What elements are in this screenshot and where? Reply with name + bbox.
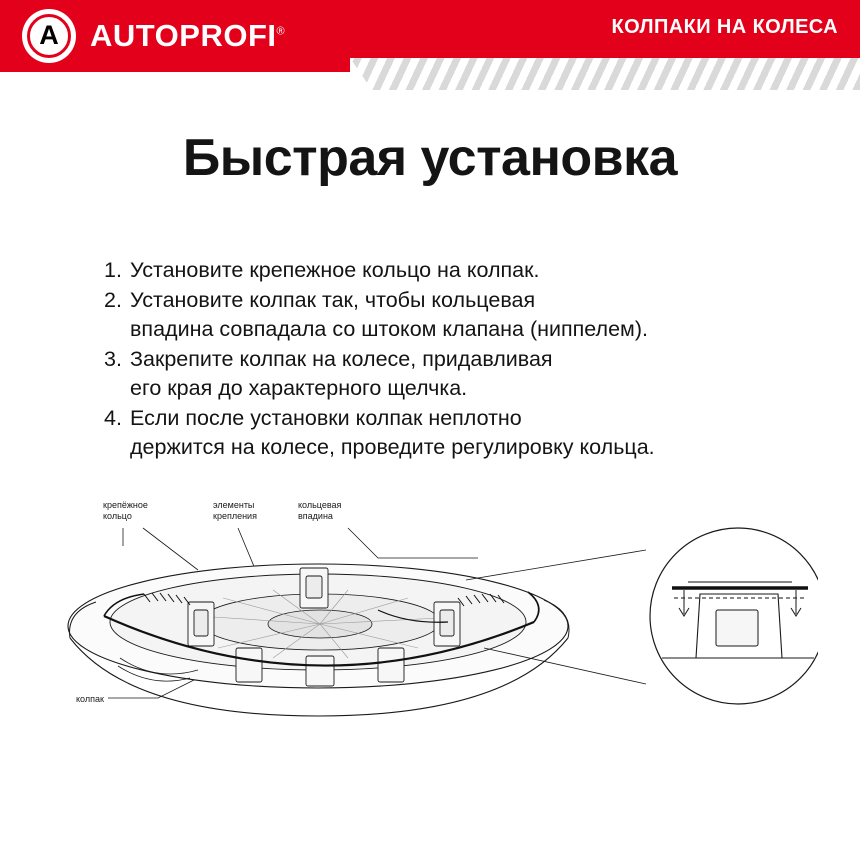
list-item (104, 404, 804, 462)
label-groove-line1: кольцевая (298, 500, 342, 510)
registered-mark: ® (276, 25, 286, 38)
step-text (130, 256, 804, 285)
step-line: впадина совпадала со штоком клапана (ниппелем). (130, 317, 648, 341)
step-line: его края до характерного щелчка. (130, 376, 468, 400)
page-header (0, 0, 860, 96)
autoprofi-logo-icon (22, 9, 76, 63)
list-item (104, 345, 804, 403)
label-ring-line1: крепёжное (103, 500, 148, 510)
instruction-list (104, 256, 804, 463)
label-ring-line2: кольцо (103, 511, 132, 521)
step-text (130, 345, 804, 403)
brand-logo (22, 8, 285, 64)
step-line: держится на колесе, проведите регулировку кольца. (130, 435, 655, 459)
step-line: Установите колпак так, чтобы кольцевая (130, 288, 536, 312)
label-clips-line2: крепления (213, 511, 257, 521)
step-number: 2. (104, 288, 122, 312)
wheel-cap-diagram (48, 498, 818, 738)
step-line: Если после установки колпак неплотно (130, 406, 522, 430)
brand-name (90, 18, 285, 54)
list-item (104, 286, 804, 344)
page-title: Быстрая установка (182, 129, 678, 187)
cap-body (68, 564, 569, 716)
list-item (104, 256, 804, 285)
step-text (130, 286, 804, 344)
category-title: КОЛПАКИ НА КОЛЕСА (611, 16, 838, 38)
label-cap: колпак (76, 694, 104, 704)
step-line: Закрепите колпак на колесе, придавливая (130, 347, 553, 371)
label-groove-line2: впадина (298, 511, 333, 521)
step-number: 4. (104, 406, 122, 430)
header-hatch-pattern (350, 58, 860, 90)
step-number: 3. (104, 347, 122, 371)
logo-letter: A (39, 20, 59, 50)
header-hatch-mask (350, 58, 372, 90)
step-line: Установите крепежное кольцо на колпак. (130, 258, 540, 282)
step-number: 1. (104, 258, 122, 282)
label-clips-line1: элементы (213, 500, 255, 510)
step-text (130, 404, 804, 462)
brand-name-text: AUTOPROFI (90, 18, 277, 53)
